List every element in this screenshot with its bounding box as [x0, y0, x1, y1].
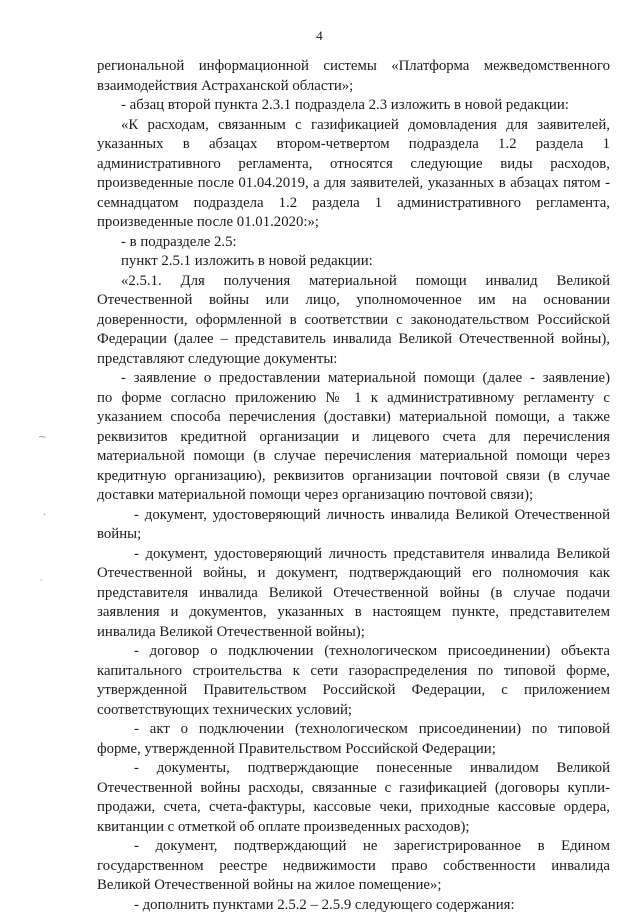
text-line: Федерации (далее – представитель инвалида Великой Отечественной войны),	[97, 330, 610, 350]
text-line: - документ, подтверждающий не зарегистрированное в Едином	[97, 837, 610, 857]
text-line: доставки материальной помощи через организацию почтовой связи);	[97, 486, 610, 506]
text-line: Отечественной войны или лицо, уполномоченное им на основании	[97, 291, 610, 311]
text-line: - в подразделе 2.5:	[97, 233, 610, 253]
text-line: представляют следующие документы:	[97, 350, 610, 370]
scan-artifact: ·	[43, 510, 46, 521]
text-line: утвержденной Правительством Российской Федерации, с приложением	[97, 681, 610, 701]
page-number: 4	[0, 28, 639, 44]
text-line: форме, утвержденной Правительством Российской Федерации;	[97, 740, 610, 760]
text-line: административного регламента, относятся следующие виды расходов,	[97, 155, 610, 175]
text-line: указанием способа перечисления (доставки) материальной помощи, а также	[97, 408, 610, 428]
text-line: представителя инвалида Великой Отечественной войны (в случае подачи	[97, 584, 610, 604]
text-line: продажи, счета, счета-фактуры, кассовые чеки, приходные кассовые ордера,	[97, 798, 610, 818]
text-line: доверенности, оформленной в соответствии с законодательством Российской	[97, 311, 610, 331]
text-line: - договор о подключении (технологическом присоединении) объекта	[97, 642, 610, 662]
text-line: региональной информационной системы «Платформа межведомственного	[97, 57, 610, 77]
text-line: - документ, удостоверяющий личность инвалида Великой Отечественной	[97, 506, 610, 526]
document-body	[97, 57, 610, 915]
text-line: Отечественной войны расходы, связанные с газификацией (договоры купли-	[97, 779, 610, 799]
text-line: произведенные после 01.01.2020:»;	[97, 213, 610, 233]
text-line: - дополнить пунктами 2.5.2 – 2.5.9 следующего содержания:	[97, 896, 610, 915]
text-line: материальной помощи (в случае перечисления материальной помощи через	[97, 447, 610, 467]
text-line: семнадцатом подраздела 1.2 раздела 1 административного регламента,	[97, 194, 610, 214]
text-line: «К расходам, связанным с газификацией домовладения для заявителей,	[97, 116, 610, 136]
text-line: кредитную организацию), реквизитов организации почтовой связи (в случае	[97, 467, 610, 487]
text-line: капитального строительства к сети газораспределения по типовой форме,	[97, 662, 610, 682]
text-line: квитанции с отметкой об оплате произведенных расходов);	[97, 818, 610, 838]
text-line: - документ, удостоверяющий личность представителя инвалида Великой	[97, 545, 610, 565]
scan-artifact: ~	[38, 432, 46, 443]
text-line: произведенные после 01.04.2019, а для заявителей, указанных в абзацах пятом -	[97, 174, 610, 194]
scan-artifact: ‵	[40, 578, 42, 589]
text-line: - абзац второй пункта 2.3.1 подраздела 2.3 изложить в новой редакции:	[97, 96, 610, 116]
text-line: государственном реестре недвижимости право собственности инвалида	[97, 857, 610, 877]
text-line: взаимодействия Астраханской области»;	[97, 77, 610, 97]
text-line: реквизитов кредитной организации и лицевого счета для перечисления	[97, 428, 610, 448]
text-line: соответствующих технических условий;	[97, 701, 610, 721]
text-line: по форме согласно приложению № 1 к административному регламенту с	[97, 389, 610, 409]
text-line: инвалида Великой Отечественной войны);	[97, 623, 610, 643]
text-line: Отечественной войны, и документ, подтверждающий его полномочия как	[97, 564, 610, 584]
text-line: - акт о подключении (технологическом присоединении) по типовой	[97, 720, 610, 740]
text-line: «2.5.1. Для получения материальной помощи инвалид Великой	[97, 272, 610, 292]
text-line: заявления и документов, указанных в настоящем пункте, представителем	[97, 603, 610, 623]
text-line: - документы, подтверждающие понесенные инвалидом Великой	[97, 759, 610, 779]
text-line: пункт 2.5.1 изложить в новой редакции:	[97, 252, 610, 272]
text-line: Великой Отечественной войны на жилое помещение»;	[97, 876, 610, 896]
text-line: - заявление о предоставлении материальной помощи (далее - заявление)	[97, 369, 610, 389]
text-line: войны;	[97, 525, 610, 545]
text-line: указанных в абзацах втором-четвертом подраздела 1.2 раздела 1	[97, 135, 610, 155]
